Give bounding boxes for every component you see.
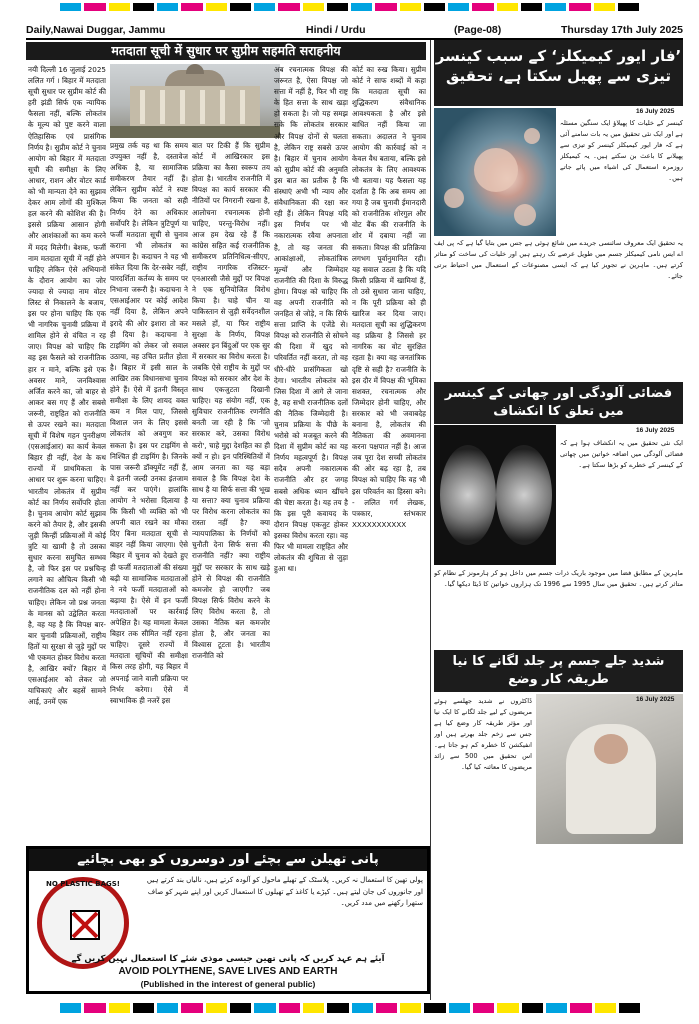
story-text: کینسر کے خلیات کا پھیلاؤ ایک سنگین مسئلہ ہے اور ایک نئی تحقیق میں یہ بات سامنے آئی ہے کہ فار ایور کیمیکلز کینسر کو تیزی سے پھیلانے کا باعث بن سکتے ہیں۔ یہ کیمیکلز روزمرہ استعمال کی اشیاء میں پائے جاتے ہیں۔ <box>560 119 683 182</box>
registration-swatch <box>279 1003 300 1013</box>
registration-swatch <box>400 3 421 11</box>
registration-swatch <box>546 1003 567 1013</box>
registration-swatch <box>448 3 469 11</box>
registration-swatch <box>254 1003 275 1013</box>
color-strip <box>60 3 639 13</box>
crossed-bag-icon <box>70 910 100 940</box>
story3-date: 16 July 2025 <box>636 696 675 703</box>
registration-swatch <box>522 1003 543 1013</box>
sign-label: NO PLASTIC BAGS! <box>46 880 120 888</box>
registration-swatch <box>376 1003 397 1013</box>
registration-swatch <box>449 1003 470 1013</box>
registration-swatch <box>60 1003 81 1013</box>
registration-swatch <box>473 1003 494 1013</box>
registration-marks-bottom <box>60 1003 640 1017</box>
registration-swatch <box>206 1003 227 1013</box>
registration-swatch <box>84 1003 105 1013</box>
registration-swatch <box>619 1003 640 1013</box>
article-column-4 <box>274 64 348 844</box>
ad-title: پانی تھیلن سے بچئے اور دوسروں کو بھی بچائیے <box>29 849 427 871</box>
story2-headline: فضائی آلودگی اور چھاتی کے کینسر میں تعلق کا انکشاف <box>434 382 683 424</box>
registration-swatch <box>352 1003 373 1013</box>
story3-headline: شدید جلے جسم پر جلد لگانے کا نیا طریقہ کار وضع <box>434 650 683 692</box>
registration-swatch <box>521 3 542 11</box>
registration-swatch <box>327 1003 348 1013</box>
language-label: Hindi / Urdu <box>306 24 366 36</box>
registration-swatch <box>181 3 202 11</box>
registration-swatch <box>303 1003 324 1013</box>
registration-swatch <box>230 3 251 11</box>
registration-swatch <box>472 3 493 11</box>
ad-english-slogan: AVOID POLYTHENE, SAVE LIVES AND EARTH <box>118 966 338 977</box>
cancer-cells-image <box>434 108 556 236</box>
registration-swatch <box>254 3 275 11</box>
story1-text <box>434 238 683 378</box>
registration-swatch <box>594 3 615 11</box>
column-divider <box>430 40 431 1000</box>
registration-swatch <box>570 1003 591 1013</box>
supreme-court-photo <box>110 64 280 138</box>
article-text: नयी दिल्ली 16 जुलाई 2025 ललित गर्ग । बिहार में मतदाता सूची सुधार पर सुप्रीम कोर्ट की हरी झंडी सिर्फ एक न्यायिक फैसला नहीं, बल्कि लोकतंत्र के मूल्य को पुष्ट करने वाला ऐतिहासिक एवं प्रासंगिक निर्णय है। सुप्रीम कोर्ट ने चुनाव आयोग को बिहार में मतदाता सूची की समीक्षा के लिए आधार, राशन और वोटर कार्ड को भी मान्यता देने का सुझाव देकर आम लोगों की मुश्किल हल करने की कोशिश की है। इससे प्रक्रिया आसान होगी और आशंकाओं का कम करने में मदद मिलेगी। बेशक, फर्जी नाम मतदाता सूची में नहीं होने चाहिए लेकिन ऐसे अभियानों के दौरान आयोग का जोर ज्यादा से ज्यादा नाम वोटर लिस्ट से निकालने के बजाय, इस पर होना चाहिए कि एक भी नागरिक चुनावी प्रक्रिया में शामिल होने से वंचित न रह जाए। विपक्ष को चाहिए कि वह इस फैसले को राजनीतिक हार न माने, बल्कि इसे एक अवसर माने, जनविश्वास अर्जित करने का, जो बाहर से आकर बस गए हैं और सबसे जरूरी, राष्ट्रहित को राजनीति से ऊपर रखने का। मतदाता सूची में विशेष गहन पुनरीक्षण (एसआईआर) का कार्य केवल बिहार ही नहीं, देश के कथ राज्यों में प्राथमिकता के आधार पर शुरू करना चाहिए। भारतीय लोकतंत्र में सुप्रीम कोर्ट का निर्णय सर्वोपरि होता है। चुनाव आयोग कोर्ट सुझाव करने को तैयार है, और इसकी जुड़ी किन्हीं प्रक्रियाओं में कोई त्रुटि या खामी है तो उसका सुधार करना समुचित सम्भव है, जो फिर इस पर प्रश्नचिन्ह लगाने का औचित्य किसी भी राजनीतिक दल को नहीं होना चाहिए। लेकिन जो प्रश्न जनता के मानस को उद्वेलित करता है, वह यह है कि विपक्ष बार-बार चुनावी प्रक्रियाओं, राष्ट्रीय हितों या सुरक्षा से जुड़े मुद्दों पर भी एकमत होकर विरोध करता है, आखिर क्यों? बिहार में एसआईआर को लेकर जो याचिकाएं और बहसें सामने आई, उनमें एक <box>28 65 106 707</box>
burn-patient-image <box>536 694 683 844</box>
registration-swatch <box>278 3 299 11</box>
registration-swatch <box>400 1003 421 1013</box>
registration-swatch <box>303 3 324 11</box>
registration-swatch <box>84 3 105 11</box>
article-text: बात पर टिकी हैं कि सुप्रीम कोर्ट में आखिरकार इस प्रक्रिया का कैसा स्वरूप तय होता है। भारतीय राजनीति में विपक्ष का कार्य सरकार की नीतियों पर निगरानी रखना है, आलोचना रचनात्मक होनी चाहिए, परन्तु-विरोध नहीं। आज हम देख रहे हैं कि कांग्रेस सहित कई राजनीतिक समीकरण प्रतिनिधित्व-सीएए, राष्ट्रीय नागरिक रजिस्टर-एनआरसी जैसे मुद्दों पर विपक्ष ने एक सुनियोजित विरोध किया है। चाहे चीन या पाकिस्तान से जुड़ी सर्वेदनशील मसले हों, या फिर राष्ट्रीय सुरक्षा के निर्णय, विपक्ष अक्सर इन बिंदुओं पर एक सुर में सरकार का विरोध करता है। जबकि ऐसे राष्ट्रीय के मुद्दों पर विपक्ष को सरकार और देश के साथ एकजुटता दिखानी चाहिए। यह संयोग नहीं, एक सुविचार राजनीतिक रणनीति बनती जा रही है कि 'जो सरकार करे, उसका विरोध करो', चाहे मुद्दा देशहित का ही क्यों न हो। इन परिस्थितियों में आम जनता का यह बड़ा सवाल है कि विपक्ष देश के साथ है या सिर्फ सत्ता की भूख या सत्ता? क्या चुनाव प्रक्रिया पर विरोध करना लोकतंत्र का रास्ता नहीं है? क्या न्यायपालिका के निर्णयों को चुनौती देना सिर्फ सत्ता की राजनीति नहीं? क्या राष्ट्रीय मुद्दों पर सरकार के साथ खड़े होने से विपक्ष की राजनीति कमजोर हो जाएगी? जब विपक्ष सिर्फ विरोध करने के लिए विरोध करता है, तो उसका नैतिक बल कमजोर होता है, और जनता का विश्वास टूटता है। भारतीय राजनीति को <box>192 141 270 661</box>
story3-text <box>434 696 532 996</box>
story-text: ڈاکٹروں نے شدید جھلسے ہوئے مریضوں کے لیے جلد لگانے کا ایک نیا اور مؤثر طریقہ کار وضع کیا ہے جس سے زخم جلد بھرتے ہیں اور انفیکشن کا خطرہ کم ہو جاتا ہے۔ اس تحقیق میں 500 سے زائد مریضوں کا معائنہ کیا گیا۔ <box>434 697 532 771</box>
paper-name: Daily,Nawai Duggar, Jammu <box>26 24 166 36</box>
registration-swatch <box>157 1003 178 1013</box>
story2-date: 16 July 2025 <box>636 427 675 434</box>
article-column-1 <box>28 64 106 844</box>
story-text: یہ تحقیق ایک معروف سائنسی جریدے میں شائع ہوئی ہے جس میں بتایا گیا ہے کہ پی ایف اے ایس نامی کیمیکلز جسم میں طویل عرصے تک رہتے ہیں اور خلیات کی ساخت کو متاثر کرتے ہیں۔ ماہرین نے تجویز کیا ہے کہ ایسی مصنوعات کے استعمال میں احتیاط برتی جائے۔ <box>434 239 683 280</box>
story2-text <box>434 568 683 646</box>
story2-text-right <box>560 438 683 566</box>
registration-swatch <box>230 1003 251 1013</box>
registration-swatch <box>157 3 178 11</box>
registration-marks-top <box>0 0 699 22</box>
article-text: अब रचनात्मक विपक्ष की जरूरत है, ऐसा विपक्ष जो सत्ता में नहीं है, फिर भी राष्ट्र के हित सत्ता के साथ खड़ा हो सकता है। जो यह समझ सके कि लोकतंत्र सरकार और विपक्ष दोनों से चलता है, लेकिन राष्ट्र सबसे ऊपर है। बिहार में चुनाव आयोग को सुप्रीम कोर्ट की अनुमति इस बात का प्रतीक है कि संस्थाएं अभी भी न्याय और संवैधानिकता की रक्षा कर रही हैं। लेकिन विपक्ष यदि इस निर्णय पर भी नकारात्मक रवैया अपनाता है, तो यह जनता की आकांक्षाओं, लोकतांत्रिक मूल्यों और जिम्मेदार राजनीति की दिशा के विरुद्ध होगा। विपक्ष को चाहिए कि वह अपनी राजनीति को जनहित से जोड़े, न कि सिर्फ सत्ता प्राप्ति के एजेंडे से। विपक्ष को राजनीति से सोचने की दिशा में खुद को परिवर्तित नहीं करता, तो वह धीरे-धीरे प्रासंगिकता खो देगा। भारतीय लोकतंत्र को जिस दिशा में आगे ले जाना है, वह सभी राजनीतिक दलों की नैतिक जिम्मेदारी है। चुनाव प्रक्रिया के पीछे के भरोसे को मजबूत करने की दिशा में सुप्रीम कोर्ट का यह निर्णय महत्वपूर्ण है। विपक्ष सदैव अपनी नकारात्मक राजनीति और हर जगह सबसे अधिक ध्यान खींचने की चेष्टा करता है। यह तय है कि इस पूरी कवायद के दौरान विपक्ष एकजुट होकर इसका विरोध करता रहा। वह फिर भी मामला राष्ट्रहित और लोकतंत्र की शुचिता से जुड़ा हुआ था। <box>274 65 348 574</box>
story-text: ایک نئی تحقیق میں یہ انکشاف ہوا ہے کہ فضائی آلودگی میں اضافہ خواتین میں چھاتی کے کینسر کے خطرے کو بڑھا سکتا ہے۔ <box>560 439 683 469</box>
registration-swatch <box>327 3 348 11</box>
story1-headline: ’فار ایور کیمیکلز‘ کے سبب کینسر تیزی سے پھیل سکتا ہے، تحقیق <box>434 40 683 106</box>
ad-urdu-footer: آیئے ہم عہد کریں کہ پانی تھین جیسی موذی شئے کا استعمال نہیں کریں گے <box>71 954 385 964</box>
article-text: प्रमुख तर्क यह था कि समय उपयुक्त नहीं है, दस्तावेज अधिक है, या सामाजिक समीकरण तैयार नहीं हैं। लेकिन सुप्रीम कोर्ट ने स्पष्ट किया कि जनता को सही निर्णय देने का अधिकार सर्वोपरि है। लेकिन त्रुटिपूर्ण या फर्जी मतदाता सूची से चुनाव कराना भी लोकतंत्र का अपमान है। कदाचन ने यह भी संकेत दिया कि देर-सबेर नहीं, पारदर्शिता कर्तव्य के समय पर निभाना जरूरी है। कदाचना ने एसआईआर पर कोई आदेश नहीं दिया है, लेकिन अपने इरादे की ओर इशारा तो कर ही दिया है। कदाचना ने टाइमिंग को लेकर जो सवाल उठाया, वह उचित प्रतीत होता है। बिहार में इसी साल के आखिर तक विधानसभा चुनाव होने हैं। ऐसे में इतनी विस्तृत समीक्षा के लिए शायद वक्त कम न मिल पाए, जिससे विशाल जन के लिए इससे लोकतंत्र को अवगुण कर सकता है। इस पर टाइमिंग से निश्चित ही टाइमिंग है। जिनके पास जरूरी डॉक्यूमेंट नहीं हैं, वे इतनी जल्दी उनका इंतजाम नहीं कर पाएंगे। हालांकि आयोग ने भरोसा दिलाया है कि किसी भी व्यक्ति को भी अपनी बात रखने का मौका दिए बिना मतदाता सूची से बाहर नहीं किया जाएगा। ऐसे बिहार में चुनाव को देखते हुए ही फर्जी मतदाताओं की संख्या बढ़ी या सामाजिक मतदाताओं ने नये फर्जी मतदाताओं को बढ़ाया है। ऐसे में इन फर्जी मतदाताओं पर कार्रवाई अपेक्षित है। यह मामला केवल बिहार तक सीमित नहीं रहना चाहिए। दूसरे राज्यों में मतदाता सूचियों की समीक्षा किस तरह होगी, यह बिहार में अपनाई जाने वाली प्रक्रिया पर निर्भर करेगा। ऐसे में स्वाभाविक ही नजरें इस <box>110 141 188 705</box>
no-plastic-advertisement <box>26 846 430 994</box>
registration-swatch <box>497 1003 518 1013</box>
registration-swatch <box>618 3 639 11</box>
registration-swatch <box>133 1003 154 1013</box>
article-column-3 <box>192 140 270 844</box>
registration-swatch <box>595 1003 616 1013</box>
article-text: कोर्ट का रुख किया। सुप्रीम कोर्ट ने साफ शब्दों में कहा कि मतदाता सूची का शुद्धिकरण संवैधानिक आवश्यकता है और इसे बाधित नहीं किया जा सकता। अदालत ने चुनाव आयोग की कार्रवाई को न केवल वैध बताया, बल्कि इसे लोकतंत्र के लिए आवश्यक भी बताया। यह फैसला यह दर्शाता है कि अब समय आ गया है जब चुनावी ईमानदारी को राजनीतिक शोरगुल और वोट बैंक की राजनीति के शोर में दबाया नहीं जा सकता। विपक्ष की प्रतिक्रिया लगभग पूर्वानुमानित रही। यह सवाल उठता है कि यदि किसी प्रक्रिया में खामियां हैं, तो उसे सुधारा जाना चाहिए, न कि पूरी प्रक्रिया को ही खारिज कर दिया जाए। मतदाता सूची का शुद्धिकरण वह प्रक्रिया है जिससे हर नागरिक का वोट सुरक्षित रहता है। क्या वह जनतांत्रिक दृष्टि से सही है? राजनीति के इस दौर में विपक्ष की भूमिका सशक्त, रचनात्मक और जिम्मेदार होनी चाहिए, और सरकार को भी जवाबदेह बनाना है, लोकतंत्र की नैतिकता की अवमानना करना पक्षपात नहीं है। आज जब पूरा देश सच्ची लोकतंत्र की ओर बढ़ रहा है, तब विपक्ष को चाहिए कि वह भी इस परिवर्तन का हिस्सा बने। - ललित गर्ग लेखक, पत्रकार, स्तंभकार XXXXXXXXXXX <box>352 65 426 529</box>
registration-swatch <box>109 3 130 11</box>
story1-date: 16 July 2025 <box>636 108 675 115</box>
registration-swatch <box>109 1003 130 1013</box>
registration-swatch <box>545 3 566 11</box>
registration-swatch <box>351 3 372 11</box>
registration-swatch <box>60 3 81 11</box>
registration-swatch <box>569 3 590 11</box>
story-text: ماہرین کے مطابق فضا میں موجود باریک ذرات جسم میں داخل ہو کر ہارمونز کے نظام کو متاثر کرتے ہیں۔ تحقیق میں سال 1995 سے 1996 تک ہزاروں خواتین کا ڈیٹا دیکھا گیا۔ <box>434 569 683 588</box>
ad-body: پولی تھین کا استعمال نہ کریں۔ پلاسٹک کے تھیلے ماحول کو آلودہ کرتے ہیں، نالیاں بند کرتے ہیں اور جانوروں کی جان لیتے ہیں۔ کپڑے یا کاغذ کے تھیلوں کا استعمال کریں اور اپنے شہر کو صاف ستھرا رکھنے میں مدد کریں۔ <box>146 876 423 907</box>
issue-date: Thursday 17th July 2025 <box>561 24 683 36</box>
page-number: (Page-08) <box>454 24 502 36</box>
page-header <box>26 24 683 40</box>
article-headline: मतदाता सूची में सुधार पर सुप्रीम सहमति सराहनीय <box>26 42 426 60</box>
registration-swatch <box>375 3 396 11</box>
mammogram-image <box>434 425 556 565</box>
registration-swatch <box>424 1003 445 1013</box>
registration-swatch <box>497 3 518 11</box>
article-column-2 <box>110 140 188 844</box>
registration-swatch <box>181 1003 202 1013</box>
ad-public-interest-note: (Published in the interest of general public) <box>140 979 316 989</box>
registration-swatch <box>133 3 154 11</box>
story1-text-right <box>560 118 683 236</box>
article-column-5 <box>352 64 426 844</box>
registration-swatch <box>424 3 445 11</box>
registration-swatch <box>206 3 227 11</box>
